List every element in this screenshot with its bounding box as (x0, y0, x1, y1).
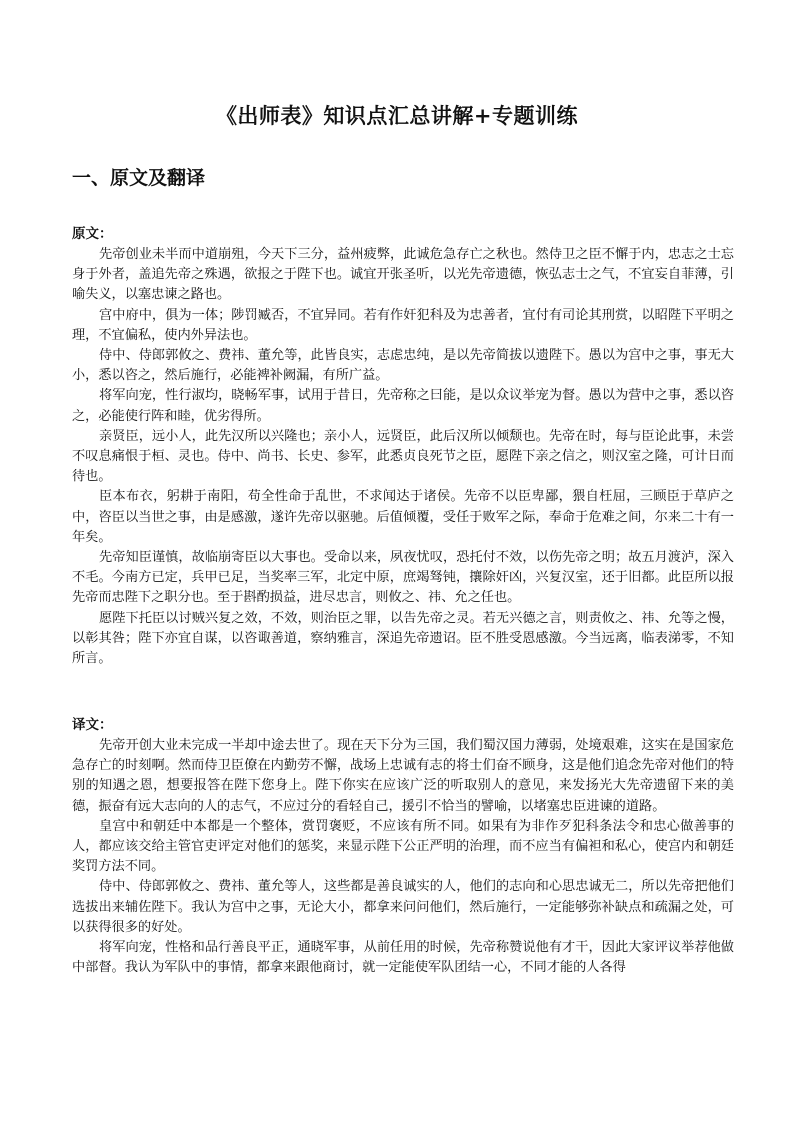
translation-paragraph: 侍中、侍郎郭攸之、费祎、董允等人，这些都是善良诚实的人，他们的志向和心思忠诚无二，所以先帝把他们选拔出来辅佐陛下。我认为宫中之事，无论大小，都拿来问问他们，然后施行，一定能够弥补缺点和疏漏之处，可以获得很多的好处。 (72, 879, 734, 935)
original-text (72, 245, 734, 669)
original-paragraph: 宫中府中，俱为一体；陟罚臧否，不宜异同。若有作奸犯科及为忠善者，宜付有司论其刑赏，以昭陛下平明之理，不宜偏私，使内外异法也。 (72, 307, 734, 343)
original-paragraph: 臣本布衣，躬耕于南阳，苟全性命于乱世，不求闻达于诸侯。先帝不以臣卑鄙，猥自枉屈，三顾臣于草庐之中，咨臣以当世之事，由是感激，遂许先帝以驱驰。后值倾覆，受任于败军之际，奉命于危难之间，尔来二十有一年矣。 (72, 489, 734, 545)
original-paragraph: 亲贤臣，远小人，此先汉所以兴隆也；亲小人，远贤臣，此后汉所以倾颓也。先帝在时，每与臣论此事，未尝不叹息痛恨于桓、灵也。侍中、尚书、长史、参军，此悉贞良死节之臣，愿陛下亲之信之，则汉室之隆，可计日而待也。 (72, 428, 734, 485)
translation-paragraph: 将军向宠，性格和品行善良平正，通晓军事，从前任用的时候，先帝称赞说他有才干，因此大家评议举荐他做中部督。我认为军队中的事情，都拿来跟他商讨，就一定能使军队团结一心，不同才能的人各得 (72, 940, 734, 976)
translation-label: 译文： (72, 717, 113, 733)
translation-paragraph: 皇宫中和朝廷中本都是一个整体，赏罚褒贬，不应该有所不同。如果有为非作歹犯科条法令和忠心做善事的人，都应该交给主管官吏评定对他们的惩奖，来显示陛下公正严明的治理，而不应当有偏袒和私心，使宫内和朝廷奖罚方法不同。 (72, 818, 734, 875)
translation-paragraph: 先帝开创大业未完成一半却中途去世了。现在天下分为三国，我们蜀汉国力薄弱，处境艰难，这实在是国家危急存亡的时刻啊。然而侍卫臣僚在内勤劳不懈，战场上忠诚有志的将士们奋不顾身，这是他们追念先帝对他们的特别的知遇之恩，想要报答在陛下您身上。陛下你实在应该广泛的听取别人的意见，来发扬光大先帝遗留下来的美德，振奋有远大志向的人的志气，不应过分的看轻自己，援引不恰当的譬喻，以堵塞忠臣进谏的道路。 (72, 738, 734, 814)
document-title: 《出师表》知识点汇总讲解+专题训练 (215, 103, 579, 128)
original-paragraph: 侍中、侍郎郭攸之、费祎、董允等，此皆良实，志虑忠纯，是以先帝简拔以遗陛下。愚以为宫中之事，事无大小，悉以咨之，然后施行，必能裨补阙漏，有所广益。 (72, 348, 734, 384)
original-paragraph: 愿陛下托臣以讨贼兴复之效，不效，则治臣之罪，以告先帝之灵。若无兴德之言，则责攸之、祎、允等之慢，以彰其咎；陛下亦宜自谋，以咨诹善道，察纳雅言，深追先帝遗诏。臣不胜受恩感激。今当远离，临表涕零，不知所言。 (72, 610, 734, 667)
translation-text (72, 736, 734, 978)
original-paragraph: 先帝创业未半而中道崩殂，今天下三分，益州疲弊，此诚危急存亡之秋也。然侍卫之臣不懈于内，忠志之士忘身于外者，盖追先帝之殊遇，欲报之于陛下也。诚宜开张圣听，以光先帝遗德，恢弘志士之气，不宜妄自菲薄，引喻失义，以塞忠谏之路也。 (72, 247, 734, 303)
original-paragraph: 先帝知臣谨慎，故临崩寄臣以大事也。受命以来，夙夜忧叹，恐托付不效，以伤先帝之明；故五月渡泸，深入不毛。今南方已定，兵甲已足，当奖率三军，北定中原，庶竭驽钝，攘除奸凶，兴复汉室，还于旧都。此臣所以报先帝而忠陛下之职分也。至于斟酌损益，进尽忠言，则攸之、祎、允之任也。 (72, 550, 734, 606)
section-heading: 一、原文及翻译 (72, 167, 206, 189)
original-label: 原文： (72, 226, 113, 242)
original-paragraph: 将军向宠，性行淑均，晓畅军事，试用于昔日，先帝称之曰能，是以众议举宠为督。愚以为营中之事，悉以咨之，必能使行阵和睦，优劣得所。 (72, 388, 734, 424)
